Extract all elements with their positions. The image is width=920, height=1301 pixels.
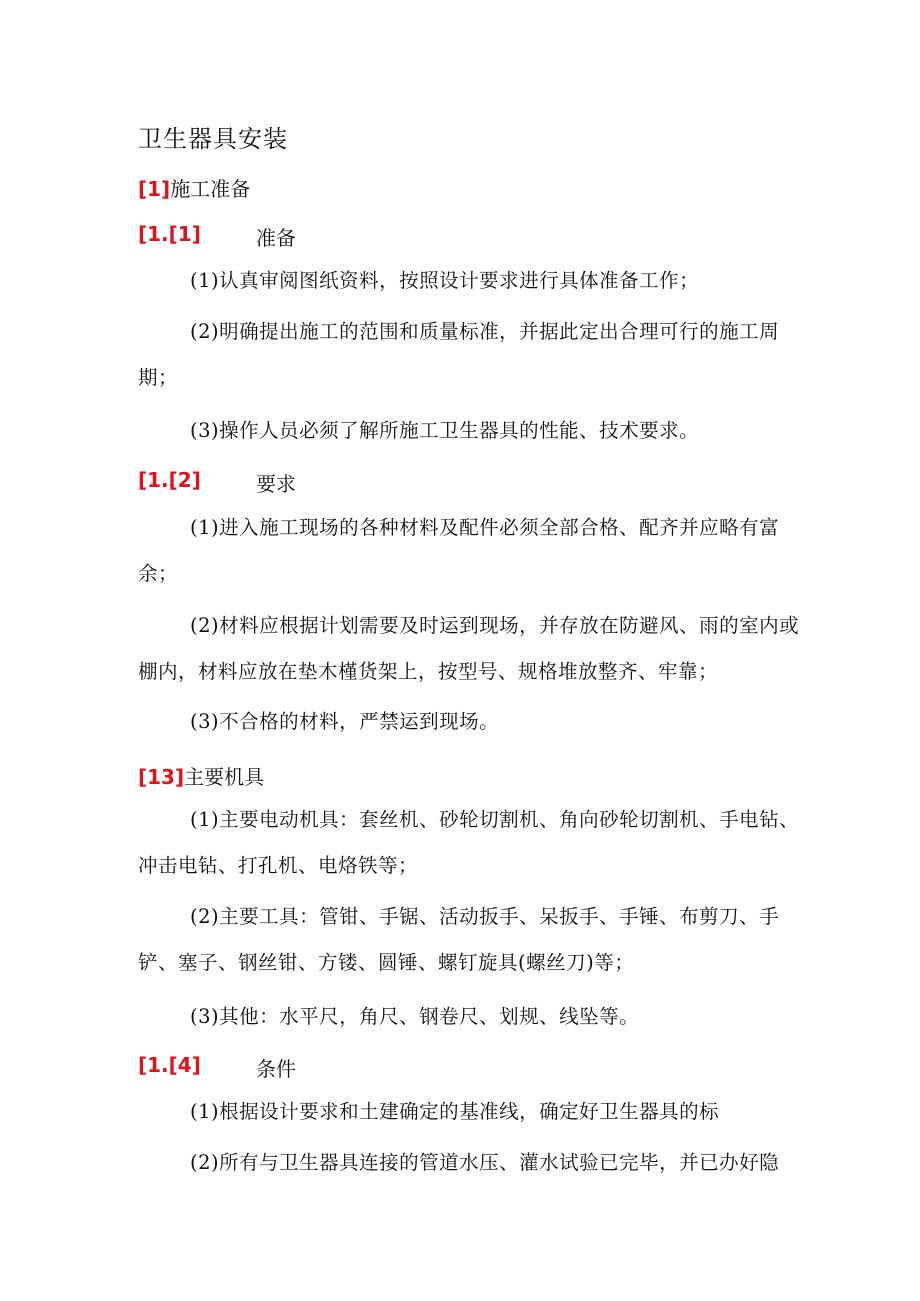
paragraph: (2)所有与卫生器具连接的管道水压、灌水试验已完毕，并已办好隐 [190, 1151, 780, 1174]
paragraph: (2)主要工具：管钳、手锯、活动扳手、呆扳手、手锤、布剪刀、手铲、塞子、钢丝钳、方镂、圆锤、螺钉旋具(螺丝刀)等； [138, 905, 780, 974]
section-number: [1.[2] [138, 468, 201, 492]
section-number: [13] [138, 765, 185, 789]
section-heading [138, 761, 264, 790]
document-title: 卫生器具安装 [138, 125, 288, 153]
section-title: 条件 [256, 1057, 296, 1081]
section-title: 施工准备 [170, 177, 251, 201]
subsection-heading [138, 1053, 296, 1081]
paragraph: (3)不合格的材料，严禁运到现场。 [190, 710, 500, 733]
section-number: [1] [138, 177, 171, 201]
subsection-heading [138, 468, 296, 496]
paragraph: (1)进入施工现场的各种材料及配件必须全部合格、配齐并应略有富余； [138, 516, 780, 585]
section-title: 主要机具 [184, 765, 265, 789]
section-heading [138, 173, 250, 202]
section-title: 要求 [256, 472, 296, 496]
paragraph: (3)操作人员必须了解所施工卫生器具的性能、技术要求。 [190, 419, 700, 442]
paragraph: (2)材料应根据计划需要及时运到现场，并存放在防避风、雨的室内或棚内，材料应放在垫木槿货架上，按型号、规格堆放整齐、牢靠； [138, 614, 800, 683]
paragraph: (3)其他：水平尺，角尺、钢卷尺、划规、线坠等。 [190, 1005, 640, 1028]
paragraph: (1)根据设计要求和土建确定的基准线，确定好卫生器具的标 [190, 1100, 720, 1123]
paragraph: (1)主要电动机具：套丝机、砂轮切割机、角向砂轮切割机、手电钻、冲击电钻、打孔机、电烙铁等； [138, 808, 800, 877]
paragraph: (1)认真审阅图纸资料，按照设计要求进行具体准备工作； [190, 269, 700, 292]
section-title: 准备 [256, 226, 296, 250]
section-number: [1.[4] [138, 1053, 201, 1077]
paragraph: (2)明确提出施工的范围和质量标准，并据此定出合理可行的施工周期； [138, 320, 780, 389]
section-number: [1.[1] [138, 222, 201, 246]
subsection-heading [138, 222, 296, 250]
